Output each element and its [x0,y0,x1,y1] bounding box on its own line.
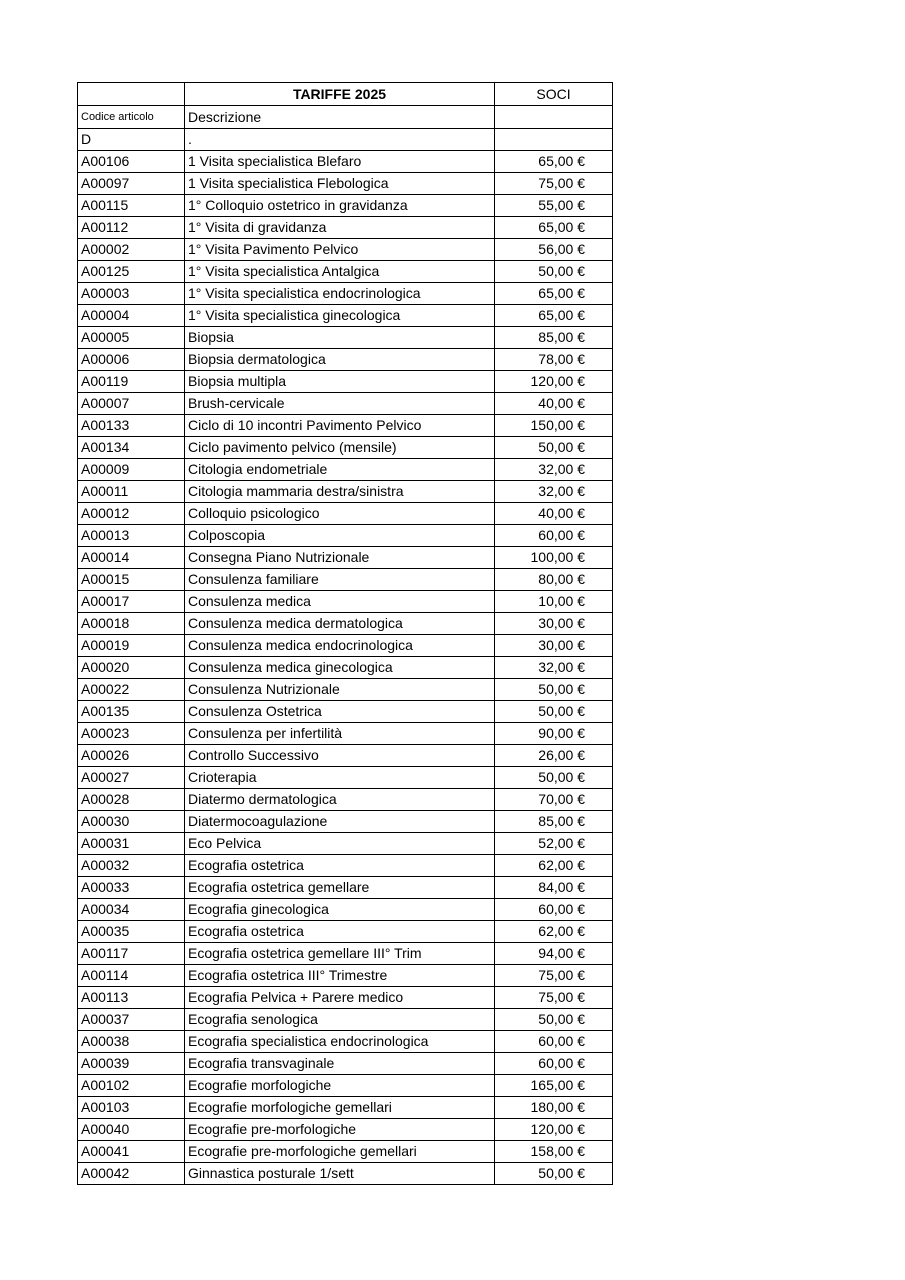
article-code-cell: A00013 [78,525,185,547]
table-row [78,283,613,305]
price-cell: 50,00 € [495,767,613,789]
article-code-cell: A00020 [78,657,185,679]
price-cell: 32,00 € [495,481,613,503]
table-row [78,393,613,415]
price-cell: 150,00 € [495,415,613,437]
article-code-cell: A00018 [78,613,185,635]
article-code-cell: A00041 [78,1141,185,1163]
table-row [78,525,613,547]
price-cell: 30,00 € [495,635,613,657]
table-row [78,151,613,173]
article-code-cell: A00005 [78,327,185,349]
price-cell: 52,00 € [495,833,613,855]
price-cell: 80,00 € [495,569,613,591]
table-row [78,217,613,239]
price-cell: 85,00 € [495,327,613,349]
description-cell: Citologia endometriale [185,459,495,481]
table-row [78,327,613,349]
description-cell: Consulenza Nutrizionale [185,679,495,701]
table-row [78,1119,613,1141]
table-row [78,261,613,283]
article-code-cell: A00019 [78,635,185,657]
price-cell: 40,00 € [495,393,613,415]
article-code-cell: A00119 [78,371,185,393]
article-code-cell: A00097 [78,173,185,195]
description-cell: 1° Visita specialistica endocrinologica [185,283,495,305]
price-cell: 50,00 € [495,261,613,283]
table-row [78,1141,613,1163]
description-cell: Ecografia ostetrica III° Trimestre [185,965,495,987]
price-column-header: SOCI [495,83,613,106]
article-code-cell: A00103 [78,1097,185,1119]
description-cell: Biopsia [185,327,495,349]
article-code-cell: A00042 [78,1163,185,1185]
description-cell: Ecografie pre-morfologiche gemellari [185,1141,495,1163]
price-cell: 60,00 € [495,1031,613,1053]
price-cell: 60,00 € [495,899,613,921]
description-cell: Ecografie morfologiche [185,1075,495,1097]
table-row [78,239,613,261]
article-code-cell: A00015 [78,569,185,591]
article-code-cell: A00012 [78,503,185,525]
article-code-cell: A00112 [78,217,185,239]
description-cell: Colloquio psicologico [185,503,495,525]
price-cell: 50,00 € [495,1163,613,1185]
table-row [78,371,613,393]
table-row [78,767,613,789]
price-cell: 40,00 € [495,503,613,525]
article-code-cell: A00002 [78,239,185,261]
article-code-cell: A00003 [78,283,185,305]
table-row [78,503,613,525]
price-cell [495,129,613,151]
description-cell: 1 Visita specialistica Blefaro [185,151,495,173]
price-cell: 60,00 € [495,1053,613,1075]
description-cell: Ecografia ostetrica gemellare [185,877,495,899]
description-cell: Eco Pelvica [185,833,495,855]
table-row [78,1053,613,1075]
description-cell: Ecografie pre-morfologiche [185,1119,495,1141]
description-column-header: Descrizione [185,106,495,129]
price-cell: 120,00 € [495,1119,613,1141]
article-code-cell: A00004 [78,305,185,327]
table-row [78,1009,613,1031]
article-code-cell: A00037 [78,1009,185,1031]
table-row [78,701,613,723]
price-cell: 85,00 € [495,811,613,833]
description-cell: Colposcopia [185,525,495,547]
price-cell: 120,00 € [495,371,613,393]
table-row [78,635,613,657]
article-code-cell: A00009 [78,459,185,481]
description-cell: 1° Visita specialistica Antalgica [185,261,495,283]
description-cell: Consulenza Ostetrica [185,701,495,723]
article-code-cell: A00135 [78,701,185,723]
description-cell: Ciclo di 10 incontri Pavimento Pelvico [185,415,495,437]
code-column-header: Codice articolo [78,106,185,129]
table-row [78,1075,613,1097]
article-code-cell: A00106 [78,151,185,173]
description-cell: 1 Visita specialistica Flebologica [185,173,495,195]
article-code-cell: A00039 [78,1053,185,1075]
description-cell: Diatermo dermatologica [185,789,495,811]
article-code-cell: A00006 [78,349,185,371]
table-title: TARIFFE 2025 [185,83,495,106]
table-row [78,745,613,767]
table-row [78,591,613,613]
description-cell: Ecografia specialistica endocrinologica [185,1031,495,1053]
table-row [78,811,613,833]
article-code-cell: A00027 [78,767,185,789]
table-row [78,987,613,1009]
table-row [78,723,613,745]
article-code-cell: A00102 [78,1075,185,1097]
description-cell: Biopsia multipla [185,371,495,393]
article-code-cell: A00017 [78,591,185,613]
description-cell: Consulenza medica endocrinologica [185,635,495,657]
price-cell: 90,00 € [495,723,613,745]
description-cell: Biopsia dermatologica [185,349,495,371]
article-code-cell: A00033 [78,877,185,899]
description-cell: 1° Visita di gravidanza [185,217,495,239]
tariff-table-body [78,83,613,1185]
table-row [78,679,613,701]
description-cell: Ecografia ginecologica [185,899,495,921]
price-cell: 50,00 € [495,701,613,723]
table-row [78,173,613,195]
table-row [78,899,613,921]
article-code-cell: A00022 [78,679,185,701]
price-cell: 62,00 € [495,855,613,877]
price-cell: 75,00 € [495,173,613,195]
description-cell: Ciclo pavimento pelvico (mensile) [185,437,495,459]
article-code-cell: A00125 [78,261,185,283]
table-row [78,569,613,591]
article-code-cell: A00133 [78,415,185,437]
price-cell: 180,00 € [495,1097,613,1119]
price-cell: 32,00 € [495,459,613,481]
article-code-cell: A00014 [78,547,185,569]
price-cell: 65,00 € [495,151,613,173]
price-cell: 56,00 € [495,239,613,261]
price-cell: 78,00 € [495,349,613,371]
price-cell: 32,00 € [495,657,613,679]
article-code-cell: A00007 [78,393,185,415]
table-row [78,877,613,899]
price-cell: 165,00 € [495,1075,613,1097]
price-cell: 30,00 € [495,613,613,635]
title-row-empty-cell [78,83,185,106]
description-cell: Brush-cervicale [185,393,495,415]
price-cell: 62,00 € [495,921,613,943]
price-cell: 65,00 € [495,305,613,327]
article-code-cell: A00040 [78,1119,185,1141]
description-cell: Crioterapia [185,767,495,789]
table-row [78,547,613,569]
article-code-cell: A00023 [78,723,185,745]
price-cell: 65,00 € [495,283,613,305]
price-cell: 75,00 € [495,987,613,1009]
price-cell: 65,00 € [495,217,613,239]
price-cell: 26,00 € [495,745,613,767]
price-cell: 84,00 € [495,877,613,899]
table-row [78,657,613,679]
table-row [78,349,613,371]
description-cell: Diatermocoagulazione [185,811,495,833]
price-cell: 158,00 € [495,1141,613,1163]
article-code-cell: D [78,129,185,151]
description-cell: Controllo Successivo [185,745,495,767]
price-cell: 55,00 € [495,195,613,217]
description-cell: Consulenza medica ginecologica [185,657,495,679]
article-code-cell: A00114 [78,965,185,987]
column-header-row [78,106,613,129]
price-cell: 60,00 € [495,525,613,547]
description-cell: Ecografie morfologiche gemellari [185,1097,495,1119]
table-row [78,1163,613,1185]
table-row [78,305,613,327]
price-cell: 70,00 € [495,789,613,811]
description-cell: Ecografia ostetrica [185,921,495,943]
description-cell: Consulenza medica dermatologica [185,613,495,635]
price-cell: 50,00 € [495,437,613,459]
price-cell: 50,00 € [495,1009,613,1031]
tariff-table [77,82,613,1185]
price-cell: 75,00 € [495,965,613,987]
description-cell: Ecografia ostetrica [185,855,495,877]
description-cell: 1° Visita specialistica ginecologica [185,305,495,327]
description-cell: Consulenza familiare [185,569,495,591]
description-cell: Ecografia transvaginale [185,1053,495,1075]
article-code-cell: A00113 [78,987,185,1009]
table-row [78,613,613,635]
article-code-cell: A00011 [78,481,185,503]
description-cell: Citologia mammaria destra/sinistra [185,481,495,503]
article-code-cell: A00031 [78,833,185,855]
description-cell: Ginnastica posturale 1/sett [185,1163,495,1185]
description-cell: Ecografia Pelvica + Parere medico [185,987,495,1009]
description-cell: 1° Colloquio ostetrico in gravidanza [185,195,495,217]
description-cell: Ecografia senologica [185,1009,495,1031]
price-cell: 50,00 € [495,679,613,701]
table-row [78,481,613,503]
column-header-empty-cell [495,106,613,129]
table-row [78,943,613,965]
description-cell: 1° Visita Pavimento Pelvico [185,239,495,261]
table-row [78,855,613,877]
article-code-cell: A00034 [78,899,185,921]
table-row [78,459,613,481]
table-row [78,1097,613,1119]
title-row [78,83,613,106]
article-code-cell: A00032 [78,855,185,877]
description-cell: Consulenza medica [185,591,495,613]
table-row [78,789,613,811]
table-row [78,921,613,943]
article-code-cell: A00134 [78,437,185,459]
price-cell: 10,00 € [495,591,613,613]
table-row [78,437,613,459]
article-code-cell: A00028 [78,789,185,811]
table-row [78,195,613,217]
article-code-cell: A00030 [78,811,185,833]
description-cell: . [185,129,495,151]
description-cell: Ecografia ostetrica gemellare III° Trim [185,943,495,965]
article-code-cell: A00117 [78,943,185,965]
price-cell: 100,00 € [495,547,613,569]
price-cell: 94,00 € [495,943,613,965]
table-row [78,1031,613,1053]
table-row [78,965,613,987]
table-row [78,415,613,437]
article-code-cell: A00038 [78,1031,185,1053]
table-row [78,833,613,855]
description-cell: Consegna Piano Nutrizionale [185,547,495,569]
article-code-cell: A00115 [78,195,185,217]
article-code-cell: A00035 [78,921,185,943]
article-code-cell: A00026 [78,745,185,767]
description-cell: Consulenza per infertilità [185,723,495,745]
table-row [78,129,613,151]
